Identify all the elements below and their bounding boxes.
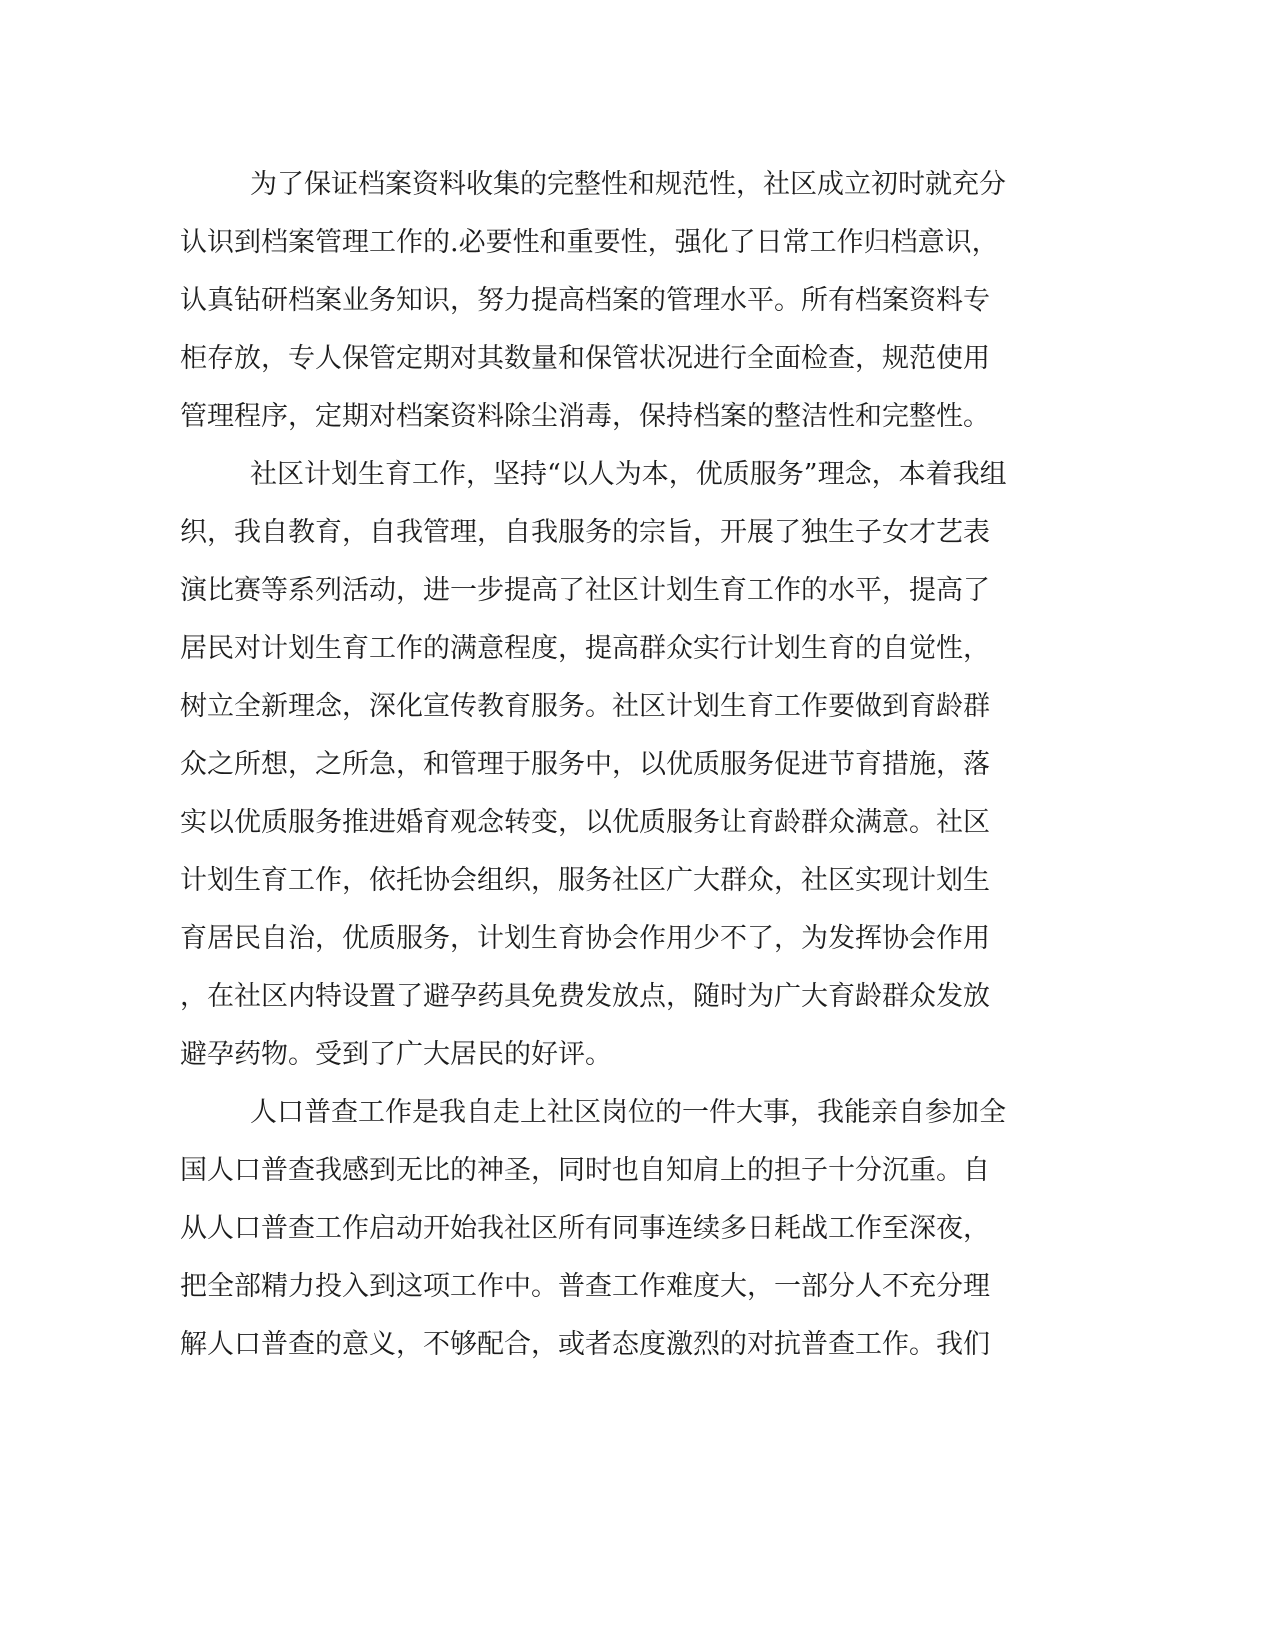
paragraph-2-line-8: 计划生育工作，依托协会组织，服务社区广大群众，社区实现计划生 bbox=[180, 865, 990, 896]
paragraph-2-line-6: 众之所想，之所急，和管理于服务中，以优质服务促进节育措施，落 bbox=[180, 749, 990, 780]
paragraph-3-line-4: 把全部精力投入到这项工作中。普查工作难度大，一部分人不充分理 bbox=[180, 1271, 990, 1302]
paragraph-2-line-4: 居民对计划生育工作的满意程度，提高群众实行计划生育的自觉性， bbox=[180, 633, 990, 664]
paragraph-1-line-4: 柜存放，专人保管定期对其数量和保管状况进行全面检查，规范使用 bbox=[180, 343, 990, 374]
paragraph-1-line-3: 认真钻研档案业务知识，努力提高档案的管理水平。所有档案资料专 bbox=[180, 285, 990, 316]
paragraph-1-line-1: 为了保证档案资料收集的完整性和规范性，社区成立初时就充分 bbox=[250, 169, 1006, 200]
paragraph-2-line-5: 树立全新理念，深化宣传教育服务。社区计划生育工作要做到育龄群 bbox=[180, 691, 990, 722]
paragraph-2-line-2: 织，我自教育，自我管理，自我服务的宗旨，开展了独生子女才艺表 bbox=[180, 517, 990, 548]
paragraph-2-line-11: 避孕药物。受到了广大居民的好评。 bbox=[180, 1039, 612, 1070]
paragraph-2-line-1: 社区计划生育工作，坚持“以人为本，优质服务”理念，本着我组 bbox=[250, 459, 1007, 490]
paragraph-2-line-3: 演比赛等系列活动，进一步提高了社区计划生育工作的水平，提高了 bbox=[180, 575, 990, 606]
paragraph-1-line-2: 认识到档案管理工作的.必要性和重要性，强化了日常工作归档意识， bbox=[180, 227, 999, 258]
paragraph-2-line-7: 实以优质服务推进婚育观念转变，以优质服务让育龄群众满意。社区 bbox=[180, 807, 990, 838]
paragraph-3-line-5: 解人口普查的意义，不够配合，或者态度激烈的对抗普查工作。我们 bbox=[180, 1329, 990, 1360]
paragraph-3-line-2: 国人口普查我感到无比的神圣，同时也自知肩上的担子十分沉重。自 bbox=[180, 1155, 990, 1186]
paragraph-2-line-10: ，在社区内特设置了避孕药具免费发放点，随时为广大育龄群众发放 bbox=[180, 981, 990, 1012]
paragraph-3-line-3: 从人口普查工作启动开始我社区所有同事连续多日耗战工作至深夜， bbox=[180, 1213, 990, 1244]
paragraph-1-line-5: 管理程序，定期对档案资料除尘消毒，保持档案的整洁性和完整性。 bbox=[180, 401, 990, 432]
paragraph-3-line-1: 人口普查工作是我自走上社区岗位的一件大事，我能亲自参加全 bbox=[250, 1097, 1006, 1128]
paragraph-2-line-9: 育居民自治，优质服务，计划生育协会作用少不了，为发挥协会作用 bbox=[180, 923, 990, 954]
